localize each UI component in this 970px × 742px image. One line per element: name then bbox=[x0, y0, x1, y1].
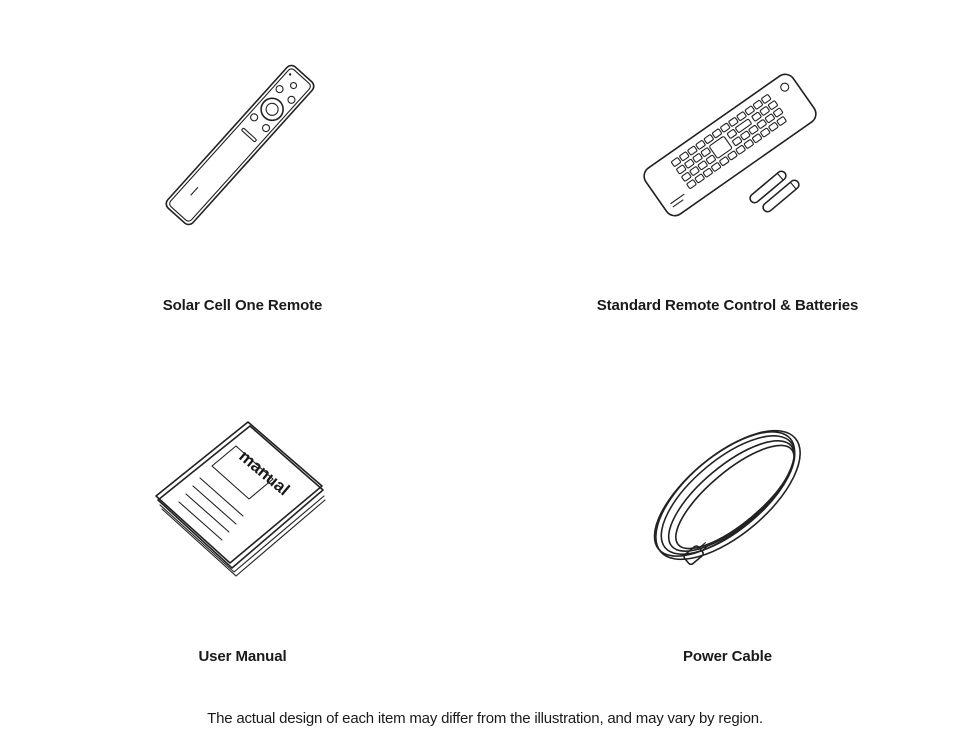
item-label: Standard Remote Control & Batteries bbox=[596, 297, 859, 314]
item-solar-cell-remote bbox=[0, 0, 485, 350]
standard-remote-illustration bbox=[485, 0, 970, 290]
power-cable-illustration bbox=[485, 350, 970, 640]
item-user-manual bbox=[0, 350, 485, 700]
item-label: Power Cable bbox=[683, 648, 772, 665]
solar-remote-illustration bbox=[0, 0, 485, 290]
standard-remote-icon bbox=[485, 0, 970, 290]
solar-remote-icon bbox=[0, 0, 485, 290]
batteries-icon bbox=[748, 169, 800, 213]
power-cable-icon bbox=[485, 350, 970, 640]
item-standard-remote bbox=[485, 0, 970, 350]
user-manual-illustration bbox=[0, 350, 485, 640]
item-label: User Manual bbox=[198, 648, 287, 665]
disclaimer-text: The actual design of each item may differ from the illustration, and may vary by region. bbox=[207, 710, 763, 727]
item-label: Solar Cell One Remote bbox=[162, 297, 323, 314]
manual-cover-text: manual bbox=[235, 446, 294, 500]
user-manual-icon bbox=[0, 350, 485, 640]
item-power-cable bbox=[485, 350, 970, 700]
